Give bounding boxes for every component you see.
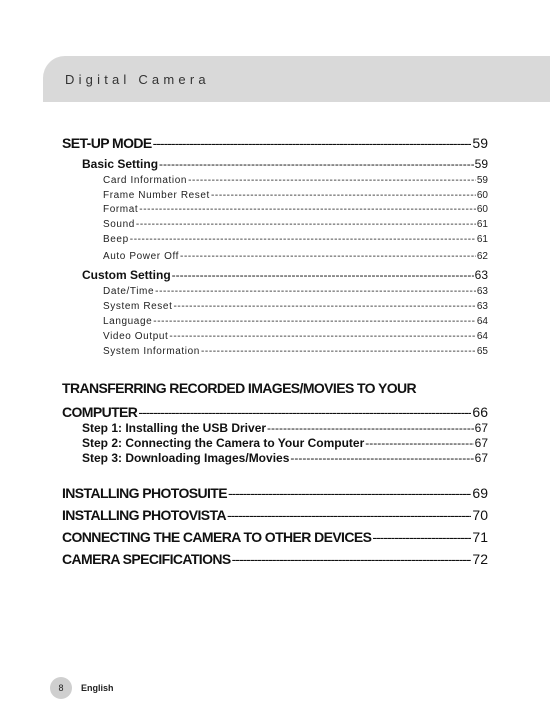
toc-label: INSTALLING PHOTOVISTA xyxy=(62,507,226,523)
toc-label: Step 3: Downloading Images/Movies xyxy=(82,451,290,465)
toc-page: 63 xyxy=(474,268,488,282)
leader-dots xyxy=(267,421,474,435)
toc-entry-step-2[interactable] xyxy=(82,436,488,450)
leader-dots xyxy=(172,268,474,282)
toc-page: 67 xyxy=(474,436,488,450)
toc-label: System Information xyxy=(103,346,200,357)
leader-dots xyxy=(153,316,476,327)
toc-page: 67 xyxy=(474,451,488,465)
toc-entry-step-1[interactable] xyxy=(82,421,488,435)
toc-entry-system-information[interactable] xyxy=(103,346,488,357)
toc-page: 60 xyxy=(476,204,488,215)
toc-label: Basic Setting xyxy=(82,157,159,171)
header-title: Digital Camera xyxy=(65,72,210,87)
leader-dots xyxy=(173,301,475,312)
leader-dots xyxy=(169,331,475,342)
leader-dots xyxy=(211,190,476,201)
toc-label: Date/Time xyxy=(103,286,155,297)
toc-label: SET-UP MODE xyxy=(62,135,152,151)
toc-label: Step 2: Connecting the Camera to Your Computer xyxy=(82,436,365,450)
toc-page: 64 xyxy=(476,331,488,342)
toc-entry-video-output[interactable] xyxy=(103,331,488,342)
toc-entry-transferring[interactable] xyxy=(62,404,488,420)
toc-page: 67 xyxy=(474,421,488,435)
leader-dots xyxy=(155,286,476,297)
toc-entry-auto-power-off[interactable] xyxy=(103,251,488,262)
leader-dots xyxy=(153,135,472,151)
toc-label: System Reset xyxy=(103,301,173,312)
toc-page: 71 xyxy=(472,529,488,545)
leader-dots xyxy=(228,485,471,501)
toc-entry-installing-photosuite[interactable] xyxy=(62,485,488,501)
toc-page: 59 xyxy=(472,135,488,151)
toc-label: Custom Setting xyxy=(82,268,171,282)
toc-entry-language[interactable] xyxy=(103,316,488,327)
toc-label: CAMERA SPECIFICATIONS xyxy=(62,551,231,567)
leader-dots xyxy=(232,551,472,567)
toc-label: INSTALLING PHOTOSUITE xyxy=(62,485,227,501)
toc-page: 62 xyxy=(476,251,488,262)
toc-entry-basic-setting[interactable] xyxy=(82,157,488,171)
toc-page: 70 xyxy=(472,507,488,523)
leader-dots xyxy=(227,507,471,523)
page-footer xyxy=(50,677,114,699)
toc-label: Language xyxy=(103,316,153,327)
toc-page: 63 xyxy=(476,286,488,297)
toc-page: 59 xyxy=(474,157,488,171)
leader-dots xyxy=(130,234,476,245)
leader-dots xyxy=(138,404,471,420)
toc-label: Frame Number Reset xyxy=(103,190,210,201)
toc-label: Beep xyxy=(103,234,129,245)
toc-entry-sound[interactable] xyxy=(103,219,488,230)
toc-label: CONNECTING THE CAMERA TO OTHER DEVICES xyxy=(62,529,372,545)
toc-entry-installing-photovista[interactable] xyxy=(62,507,488,523)
footer-language: English xyxy=(81,683,114,693)
toc-entry-custom-setting[interactable] xyxy=(82,268,488,282)
toc-entry-beep[interactable] xyxy=(103,234,488,245)
leader-dots xyxy=(180,251,476,262)
toc-entry-frame-number-reset[interactable] xyxy=(103,190,488,201)
toc-label: Step 1: Installing the USB Driver xyxy=(82,421,267,435)
toc-page: 61 xyxy=(476,234,488,245)
toc-entry-date-time[interactable] xyxy=(103,286,488,297)
toc-page: 64 xyxy=(476,316,488,327)
toc-label: Sound xyxy=(103,219,135,230)
toc-label: COMPUTER xyxy=(62,404,138,420)
toc-page: 59 xyxy=(476,175,488,186)
toc-page: 61 xyxy=(476,219,488,230)
leader-dots xyxy=(139,204,476,215)
toc-page: 65 xyxy=(476,346,488,357)
toc-entry-format[interactable] xyxy=(103,204,488,215)
toc-entry-setup-mode[interactable] xyxy=(62,135,488,151)
leader-dots xyxy=(290,451,473,465)
toc-entry-card-information[interactable] xyxy=(103,175,488,186)
toc-label: Card Information xyxy=(103,175,188,186)
toc-transfer-heading-line1: TRANSFERRING RECORDED IMAGES/MOVIES TO YOUR xyxy=(62,380,417,396)
leader-dots xyxy=(136,219,476,230)
toc-page: 66 xyxy=(472,404,488,420)
leader-dots xyxy=(201,346,476,357)
toc-entry-camera-specifications[interactable] xyxy=(62,551,488,567)
toc-label: Video Output xyxy=(103,331,169,342)
leader-dots xyxy=(159,157,474,171)
page-number-badge xyxy=(50,677,72,699)
toc-entry-connecting-camera[interactable] xyxy=(62,529,488,545)
toc-label: Auto Power Off xyxy=(103,251,180,262)
header-band xyxy=(43,56,550,102)
toc-entry-step-3[interactable] xyxy=(82,451,488,465)
leader-dots xyxy=(188,175,476,186)
toc-page: 60 xyxy=(476,190,488,201)
leader-dots xyxy=(365,436,473,450)
toc-page: 63 xyxy=(476,301,488,312)
page-number: 8 xyxy=(58,683,64,693)
toc-entry-system-reset[interactable] xyxy=(103,301,488,312)
toc-page: 69 xyxy=(472,485,488,501)
toc-page: 72 xyxy=(472,551,488,567)
leader-dots xyxy=(372,529,471,545)
toc-label: Format xyxy=(103,204,139,215)
